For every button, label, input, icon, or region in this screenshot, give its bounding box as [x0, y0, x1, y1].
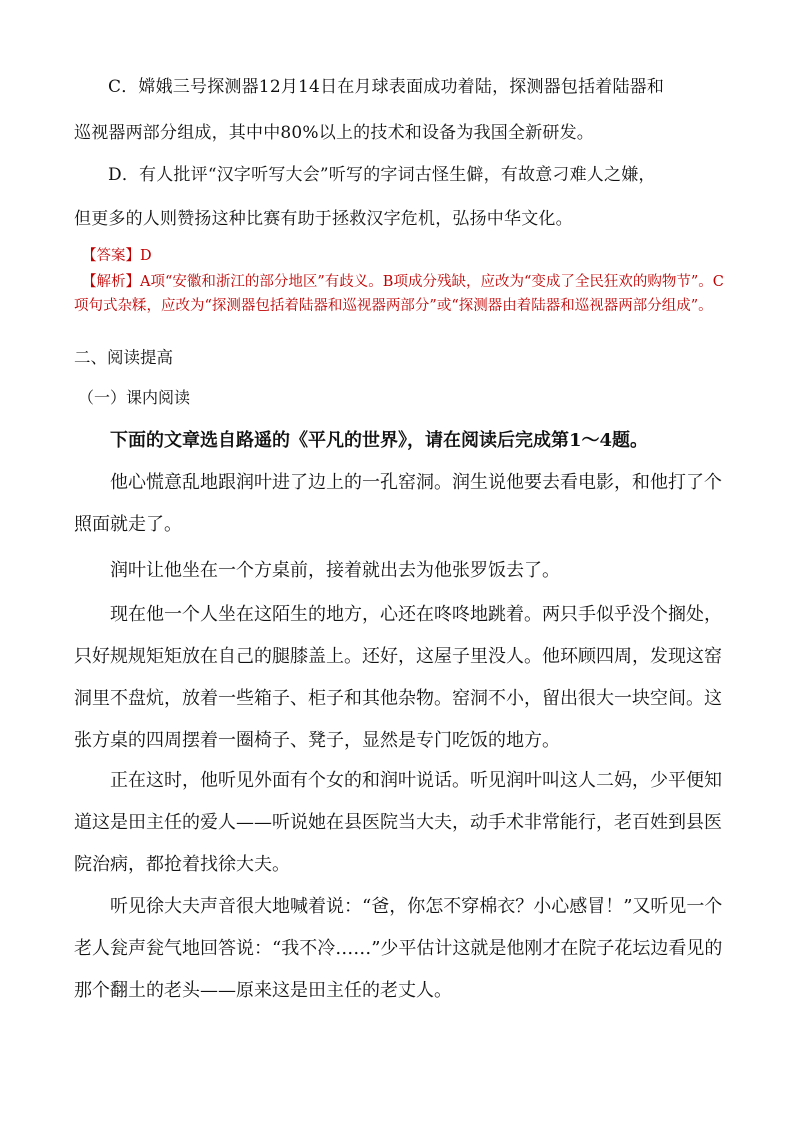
paragraph-4: 正在这时，他听见外面有个女的和润叶说话。听见润叶叫这人二妈，少平便知道这是田主任的爱人——听说她在县医院当大夫，动手术非常能行，老百姓到县医院治病，都抢着找徐大夫。	[74, 770, 722, 875]
subsection-title: （一）课内阅读	[78, 388, 191, 407]
paragraph-2: 润叶让他坐在一个方桌前，接着就出去为他张罗饭去了。	[110, 560, 560, 581]
option-d-line2: 但更多的人则赞扬这种比赛有助于拯救汉字危机，弘扬中华文化。	[74, 209, 573, 229]
option-c-line1: C．嫦娥三号探测器12月14日在月球表面成功着陆，探测器包括着陆器和	[108, 77, 665, 97]
paragraph-3: 现在他一个人坐在这陌生的地方，心还在咚咚地跳着。两只手似乎没个搁处，只好规规矩矩放在自己的腿膝盖上。还好，这屋子里没人。他环顾四周，发现这窑洞里不盘炕，放着一些箱子、柜子和其他杂物。窑洞不小，留出很大一块空间。这张方桌的四周摆着一圈椅子、凳子，显然是专门吃饭的地方。	[74, 604, 722, 751]
paragraph-5: 听见徐大夫声音很大地喊着说：“爸，你怎不穿棉衣？小心感冒！”又听见一个老人瓮声瓮气地回答说：“我不冷……”少平估计这就是他刚才在院子花坛边看见的那个翻土的老头——原来这是田主任的老丈人。	[74, 896, 723, 1001]
reading-intro: 下面的文章选自路遥的《平凡的世界》，请在阅读后完成第1～4题。	[110, 430, 649, 451]
option-c-line2: 巡视器两部分组成，其中中80%以上的技术和设备为我国全新研发。	[74, 123, 594, 143]
section-title: 二、阅读提高	[74, 348, 173, 367]
answer-value: D	[140, 248, 152, 264]
paragraph-1: 他心慌意乱地跟润叶进了边上的一孔窑洞。润生说他要去看电影，和他打了个照面就走了。	[74, 472, 722, 535]
analysis-text: A项“安徽和浙江的部分地区”有歧义。B项成分残缺，应改为“变成了全民狂欢的购物节”。C项句式杂糅，应改为“探测器包括着陆器和巡视器两部分”或“探测器由着陆器和巡视器两部分组成”。	[74, 274, 724, 314]
answer-label: 【答案】	[82, 248, 140, 264]
analysis-block	[74, 270, 734, 318]
analysis-label: 【解析】	[82, 274, 140, 290]
option-d-line1: D．有人批评“汉字听写大会”听写的字词古怪生僻，有故意刁难人之嫌，	[108, 165, 656, 185]
answer-line	[74, 244, 734, 268]
